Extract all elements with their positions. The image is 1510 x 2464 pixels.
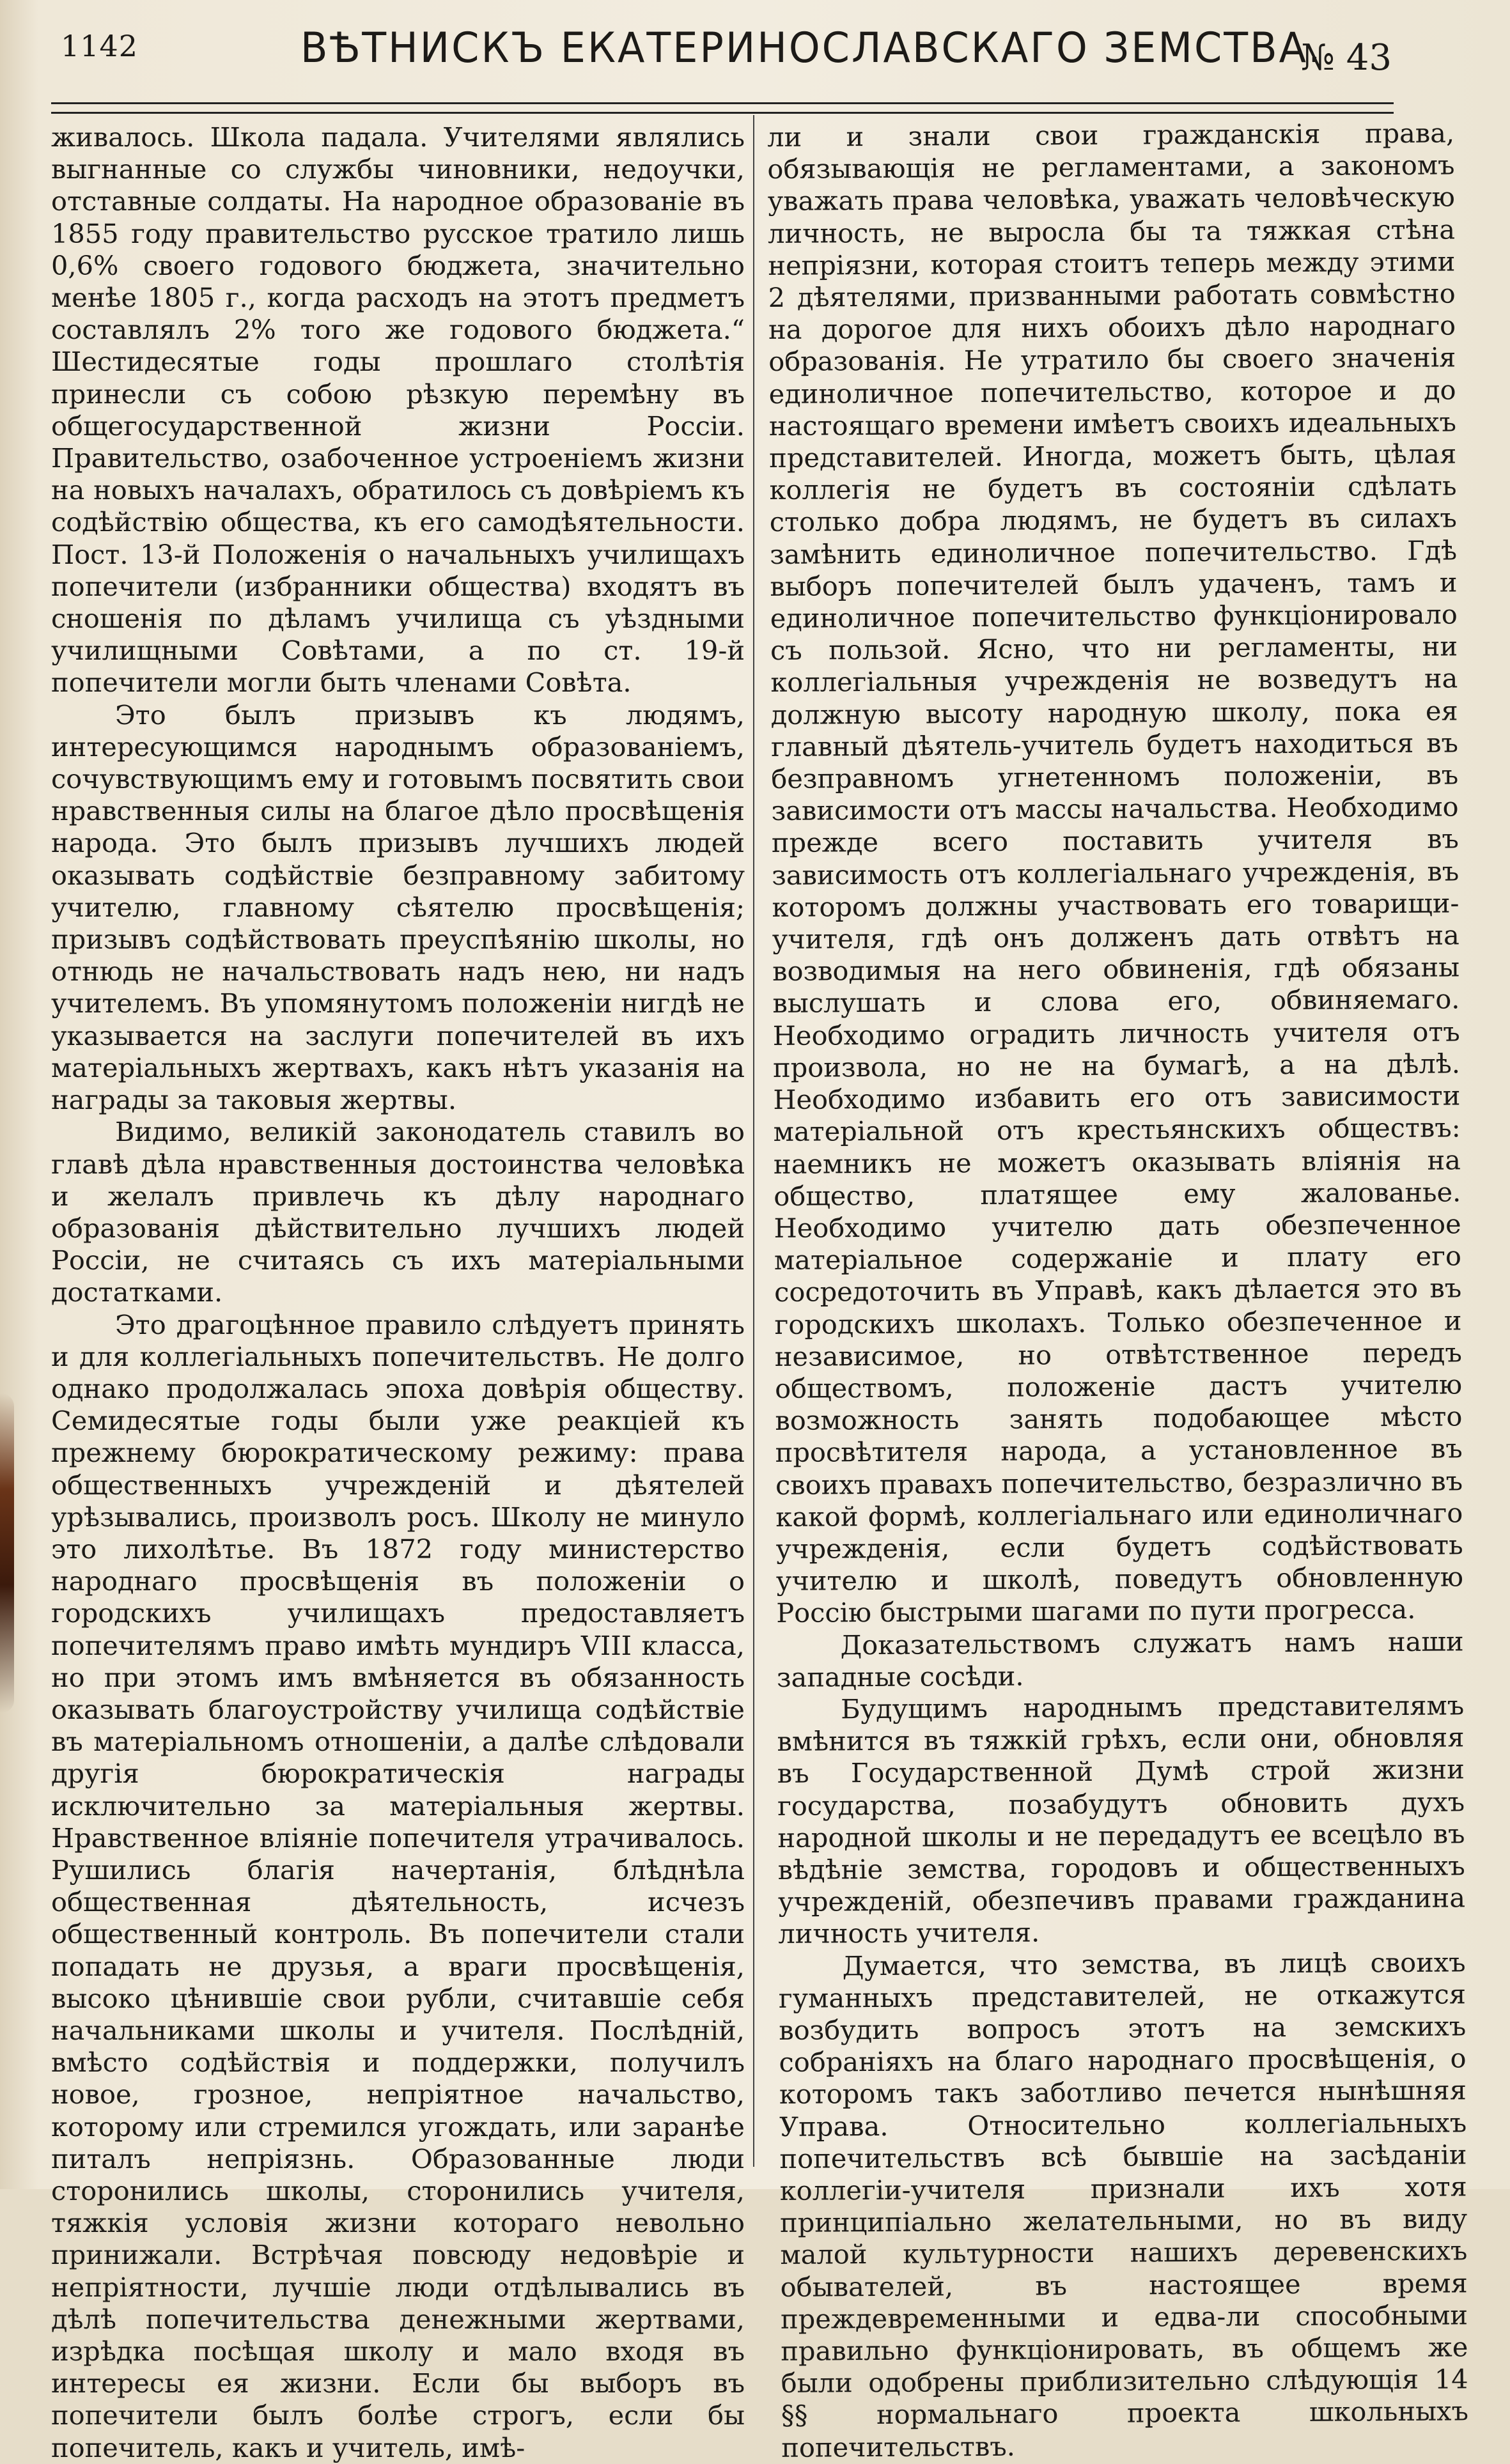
paragraph: ли и знали свои гражданскія права, обязывающія не регламентами, а закономъ уважать права человѣка, уважать человѣческую личность, не выросла бы та тяжкая стѣна непріязни, которая стоитъ теперь между этими 2 дѣятелями, призванными работать совмѣстно на дорогое для нихъ обоихъ дѣло народнаго образованія. Не утратило бы своего значенія единоличное попечительство, которое и до настоящаго времени имѣетъ своихъ идеальныхъ представителей. Иногда, можетъ быть, цѣлая коллегія не будетъ въ состояніи сдѣлать столько добра людямъ, не будетъ въ силахъ замѣнить единоличное попечительство. Гдѣ выборъ попечителей былъ удаченъ, тамъ и единоличное попечительство функціонировало съ пользой. Ясно, что ни регламенты, ни коллегіальныя учрежденія не возведутъ на должную высоту народную школу, пока ея главный дѣятель-учитель будетъ находиться въ безправномъ угнетенномъ положеніи, въ зависимости отъ массы начальства. Необходимо прежде всего поставить учителя въ зависимость отъ коллегіальнаго учрежденія, въ которомъ должны участвовать его товарищи-учителя, гдѣ онъ долженъ дать отвѣтъ на возводимыя на него обвиненія, гдѣ обязаны выслушать и слова его, обвиняемаго. Необходимо оградить личность учителя отъ произвола, но не на бумагѣ, а на дѣлѣ. Необходимо избавить его отъ зависимости матеріальной отъ крестьянскихъ обществъ: наемникъ не можетъ оказывать вліянія на общество, платящее ему жалованье. Необходимо учителю дать обезпеченное матеріальное содержаніе и плату его сосредоточить въ Управѣ, какъ дѣлается это въ городскихъ школахъ. Только обезпеченное и независимое, но отвѣтственное передъ обществомъ, положеніе дастъ учителю возможность занять подобающее мѣсто просвѣтителя народа, а установленное въ своихъ правахъ попечительство, безразлично въ какой формѣ, коллегіальнаго или единоличнаго учрежденія, если будетъ содѣйствовать учителю и школѣ, поведутъ обновленную Россію быстрыми шагами по пути прогресса. — [767, 117, 1464, 1629]
header-rule — [51, 102, 1394, 114]
paragraph: Доказательствомъ служатъ намъ наши западные сосѣди. — [776, 1625, 1464, 1693]
paragraph: Это драгоцѣнное правило слѣдуетъ принять и для коллегіальныхъ попечительствъ. Не долго однако продолжалась эпоха довѣрія обществу. Семидесятые годы были уже реакціей къ прежнему бюрократическому режиму: права общественныхъ учрежденій и дѣятелей урѣзывались, произволъ росъ. Школу не минуло это лихолѣтье. Въ 1872 году министерство народнаго просвѣщенія въ положеніи о городскихъ училищахъ предоставляетъ попечителямъ право имѣть мундиръ VIII класса, но при этомъ имъ вмѣняется въ обязанность оказывать благоустройству училища содѣйствіе въ матеріальномъ отношеніи, а далѣе слѣдовали другія бюрократическія награды исключительно за матеріальныя жертвы. Нравственное вліяніе попечителя утрачивалось. Рушились благія начертанія, блѣднѣла общественная дѣятельность, исчезъ общественный контроль. Въ попечители стали попадать не друзья, а враги просвѣщенія, высоко цѣнившіе свои рубли, считавшіе себя начальниками школы и учителя. Послѣдній, вмѣсто содѣйствія и поддержки, получилъ новое, грозное, непріятное начальство, которому или стремился угождать, или заранѣе питалъ непріязнь. Образованные люди сторонились школы, сторонились учителя, тяжкія условія жизни котораго невольно принижали. Встрѣчая повсюду недовѣріе и непріятности, лучшіе люди отдѣлывались въ дѣлѣ попечительства денежными жертвами, изрѣдка посѣщая школу и мало входя въ интересы ея жизни. Если бы выборъ въ попечители былъ болѣе строгъ, если бы попечитель, какъ и учитель, имѣ- — [51, 1308, 745, 2463]
paragraph: Видимо, великій законодатель ставилъ во главѣ дѣла нравственныя достоинства человѣка и желалъ привлечь къ дѣлу народнаго образованія дѣйствительно лучшихъ людей Россіи, не считаясь съ ихъ матеріальными достатками. — [51, 1116, 745, 1308]
paragraph: Будущимъ народнымъ представителямъ вмѣнится въ тяжкій грѣхъ, если они, обновляя въ Государственной Думѣ строй жизни государства, позабудутъ обновить духъ народной школы и не передадутъ ее всецѣло въ вѣдѣніе земства, городовъ и общественныхъ учрежденій, обезпечивъ правами гражданина личность учителя. — [777, 1689, 1466, 1950]
left-column — [51, 121, 745, 2463]
binding-edge — [0, 1393, 14, 1713]
paragraph: живалось. Школа падала. Учителями являлись выгнанные со службы чиновники, недоучки, отставные солдаты. На народное образованіе въ 1855 году правительство русское тратило лишь 0,6% своего годового бюджета, значительно менѣе 1805 г., когда расходъ на этотъ предметъ составлялъ 2% того же годового бюджета.“ Шестидесятые годы прошлаго столѣтія принесли съ собою рѣзкую перемѣну въ общегосударственной жизни Россіи. Правительство, озабоченное устроеніемъ жизни на новыхъ началахъ, обратилось съ довѣріемъ къ содѣйствію общества, къ его самодѣятельности. Пост. 13-й Положенія о начальныхъ училищахъ попечители (избранники общества) входятъ въ сношенія по дѣламъ училища съ уѣздными училищными Совѣтами, а по ст. 19-й попечители могли быть членами Совѣта. — [51, 121, 745, 699]
journal-title: ВѢТНИСКЪ ЕКАТЕРИНОСЛАВСКАГО ЗЕМСТВА. — [300, 23, 1323, 72]
issue-number: № 43 — [1301, 37, 1392, 79]
column-divider — [753, 115, 754, 2167]
page-number: 1142 — [61, 29, 139, 63]
paragraph: Это былъ призывъ къ людямъ, интересующимся народнымъ образованіемъ, сочувствующимъ ему и готовымъ посвятить свои нравственныя силы на благое дѣло просвѣщенія народа. Это былъ призывъ лучшихъ людей оказывать содѣйствіе безправному забитому учителю, главному сѣятелю просвѣщенія; призывъ содѣйствовать преуспѣянію школы, но отнюдь не начальствовать надъ нею, ни надъ учителемъ. Въ упомянутомъ положеніи нигдѣ не указывается на заслуги попечителей въ ихъ матеріальныхъ жертвахъ, какъ нѣтъ указанія на награды за таковыя жертвы. — [51, 699, 745, 1116]
right-column — [767, 117, 1469, 2463]
paragraph: Думается, что земства, въ лицѣ своихъ гуманныхъ представителей, не откажутся возбудить вопросъ этотъ на земскихъ собраніяхъ на благо народнаго просвѣщенія, о которомъ такъ заботливо печется нынѣшняя Управа. Относительно коллегіальныхъ попечительствъ всѣ бывшіе на засѣданіи коллегіи-учителя признали ихъ хотя принципіально желательными, но въ виду малой культурности нашихъ деревенскихъ обывателей, въ настоящее время преждевременными и едва-ли способными правильно функціонировать, въ общемъ же были одобрены приблизительно слѣдующія 14 §§ нормальнаго проекта школьныхъ попечительствъ. — [778, 1946, 1469, 2463]
